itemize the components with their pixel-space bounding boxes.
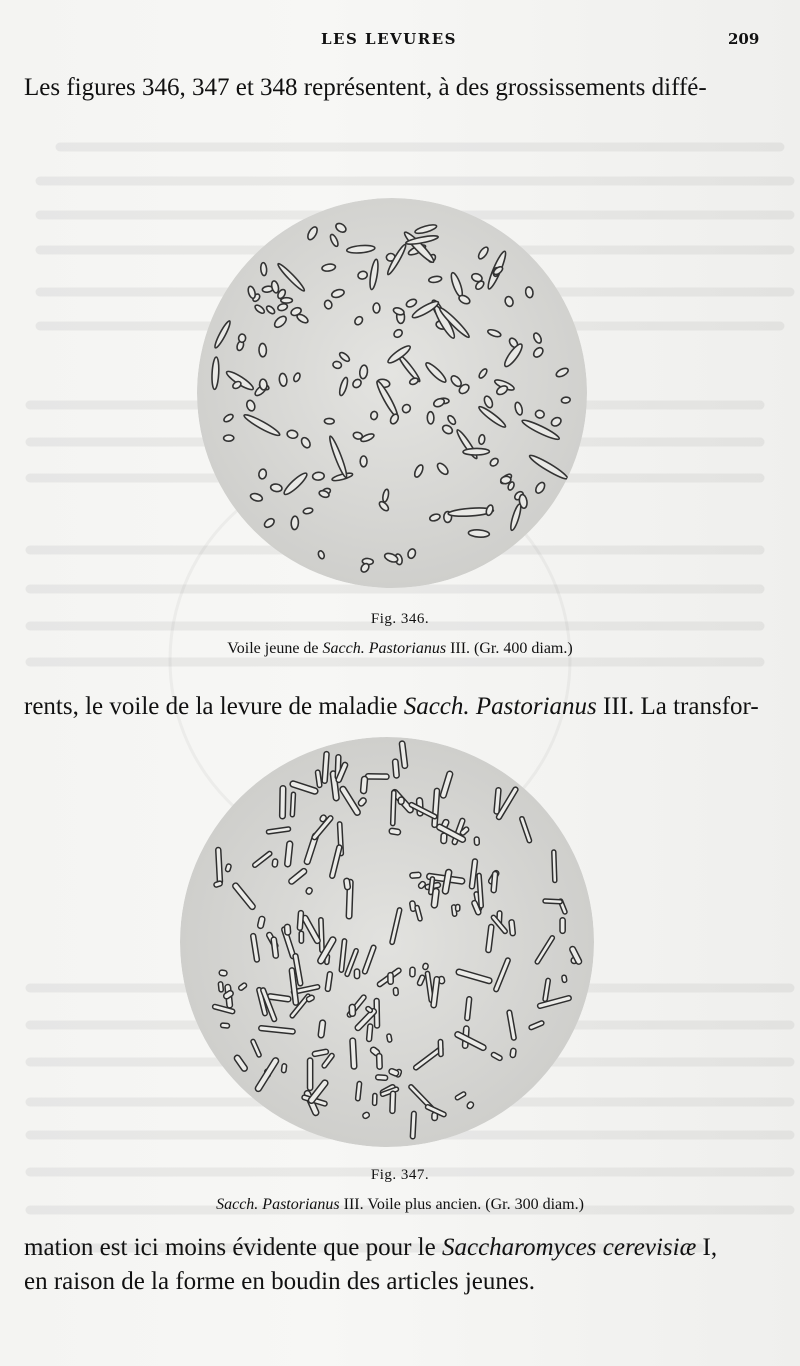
yeast-filament: [216, 847, 223, 884]
yeast-filament: [509, 920, 516, 936]
yeast-filament: [319, 918, 325, 953]
body-text-line-3-suffix: I,: [696, 1234, 718, 1261]
yeast-cell: [281, 298, 293, 303]
yeast-filament: [562, 975, 567, 983]
yeast-filament: [422, 963, 428, 970]
yeast-filament: [543, 899, 562, 904]
figure-347-label: Fig. 347.: [370, 1167, 430, 1183]
body-text-line-2: [24, 693, 776, 721]
yeast-filament: [410, 967, 415, 977]
yeast-filament: [281, 1064, 287, 1073]
running-head-title: LES LEVURES: [321, 30, 457, 48]
body-text-line-1: Les figures 346, 347 et 348 représentent, à des grossissements diffé-: [24, 74, 707, 101]
yeast-filament: [372, 1093, 377, 1105]
yeast-filament: [438, 1039, 443, 1056]
yeast-filament: [218, 982, 223, 992]
yeast-cell: [463, 448, 490, 455]
yeast-filament: [318, 1020, 326, 1038]
yeast-filament: [389, 828, 401, 835]
figure-346-caption-species: Sacch. Pastorianus: [322, 640, 447, 657]
body-text-line-2-suffix: III. La transfor-: [596, 693, 759, 720]
yeast-filament: [272, 859, 278, 868]
yeast-filament: [392, 759, 399, 778]
yeast-filament: [388, 973, 394, 985]
yeast-filament: [308, 1058, 313, 1090]
yeast-filament: [360, 776, 367, 794]
yeast-filament: [390, 1091, 396, 1113]
yeast-filament: [474, 837, 479, 845]
yeast-filament: [354, 969, 359, 979]
yeast-cell: [324, 418, 334, 424]
yeast-cell: [260, 262, 267, 275]
yeast-filament: [355, 1081, 361, 1101]
yeast-filament: [560, 918, 565, 934]
yeast-filament: [398, 797, 404, 805]
yeast-filament: [366, 774, 389, 780]
yeast-filament: [377, 1054, 383, 1070]
yeast-filament: [299, 931, 303, 943]
yeast-filament: [297, 910, 303, 930]
yeast-cell: [312, 472, 324, 481]
yeast-filament: [350, 1038, 357, 1069]
micrograph-fig-346: [197, 198, 587, 588]
yeast-cell: [223, 435, 233, 442]
body-text-line-3: [24, 1234, 776, 1262]
yeast-filament: [349, 1004, 355, 1016]
yeast-filament: [284, 924, 290, 935]
micrograph-fig-347: [180, 737, 594, 1147]
figure-347-caption: [0, 1196, 800, 1214]
yeast-cell: [259, 379, 267, 390]
yeast-cell: [427, 412, 434, 424]
yeast-filament: [410, 872, 421, 878]
yeast-filament: [410, 1111, 416, 1139]
page-number: 209: [728, 30, 760, 48]
yeast-filament: [455, 904, 459, 911]
yeast-filament: [391, 790, 396, 825]
figure-346-caption-prefix: Voile jeune de: [227, 640, 323, 657]
yeast-filament: [386, 1034, 392, 1043]
yeast-filament: [219, 970, 227, 976]
yeast-filament: [366, 1024, 372, 1042]
yeast-filament: [552, 850, 557, 883]
figure-347-caption-species: Sacch. Pastorianus: [216, 1196, 340, 1213]
running-head: [0, 30, 800, 54]
yeast-filament: [393, 987, 398, 995]
figure-347-caption-suffix: III. Voile plus ancien. (Gr. 300 diam.): [339, 1196, 584, 1213]
yeast-filament: [344, 878, 351, 890]
figure-346-label: Fig. 346.: [370, 611, 430, 627]
body-text-line-2-prefix: rents, le voile de la levure de maladie: [24, 693, 404, 720]
figure-346-caption: [0, 640, 800, 658]
yeast-filament: [510, 1048, 516, 1058]
yeast-filament: [491, 871, 498, 893]
yeast-cell: [561, 397, 571, 404]
body-text-line-3-prefix: mation est ici moins évidente que pour le: [24, 1234, 442, 1261]
yeast-cell: [259, 343, 267, 357]
yeast-filament: [280, 786, 286, 819]
yeast-filament: [376, 1075, 388, 1081]
body-text-line-2-species: Sacch. Pastorianus: [403, 693, 597, 720]
figure-346-caption-suffix: III. (Gr. 400 diam.): [446, 640, 573, 657]
yeast-filament: [290, 792, 295, 817]
yeast-cell: [478, 434, 485, 444]
yeast-cell: [291, 516, 299, 530]
yeast-cell: [373, 303, 380, 313]
body-text-line-3-species: Saccharomyces cerevisiæ: [441, 1234, 697, 1261]
body-text-line-4: en raison de la forme en boudin des articles jeunes.: [24, 1268, 535, 1295]
yeast-filament: [220, 1023, 229, 1028]
yeast-cell: [360, 456, 367, 467]
yeast-cell: [238, 334, 246, 343]
